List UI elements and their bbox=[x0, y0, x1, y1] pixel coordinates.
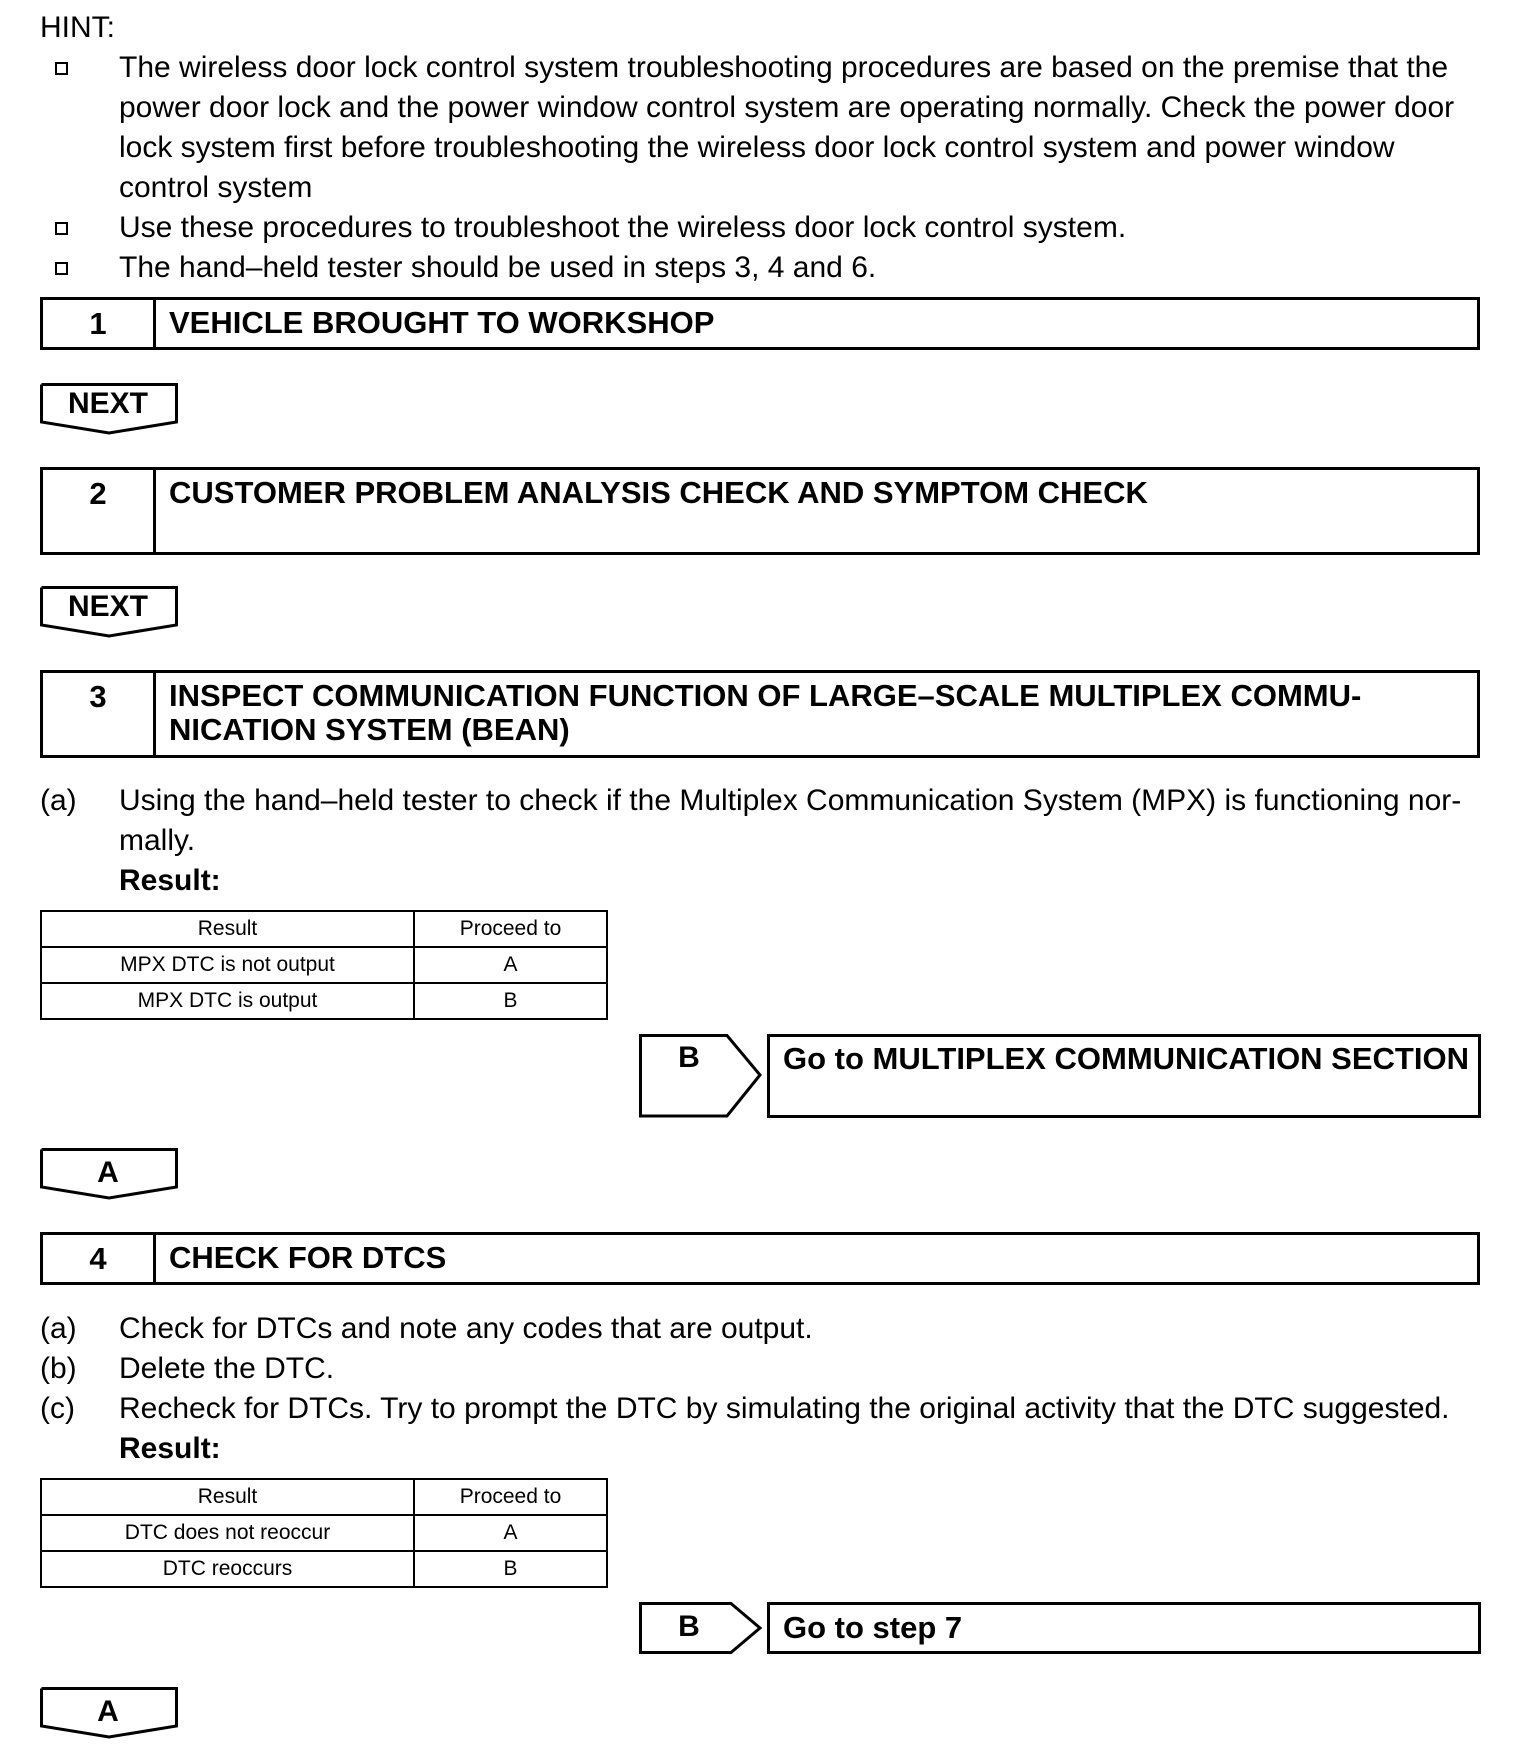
table-header-cell: Result bbox=[41, 911, 414, 947]
step-2-box bbox=[40, 467, 1480, 555]
step-3-branch-a-label: A bbox=[97, 1156, 119, 1189]
step-4-branch-a-label: A bbox=[97, 1695, 119, 1728]
next-tag-2-label: NEXT bbox=[67, 590, 148, 623]
step-4-result-label: Result: bbox=[119, 1432, 221, 1465]
step-3-item-a-label: (a) bbox=[40, 784, 77, 817]
hint-bullet-1-line-4: control system bbox=[119, 171, 313, 204]
table-cell: B bbox=[414, 983, 607, 1019]
step-4-item-c-label: (c) bbox=[40, 1392, 75, 1425]
step-3-title-line-1: INSPECT COMMUNICATION FUNCTION OF LARGE–SCALE MULTIPLEX COMMU- bbox=[169, 678, 1362, 713]
next-tag-1-label: NEXT bbox=[67, 387, 148, 420]
hint-bullet-2-icon bbox=[55, 222, 68, 235]
table-cell: B bbox=[414, 1551, 607, 1587]
hint-bullet-2-line-1: Use these procedures to troubleshoot the wireless door lock control system. bbox=[119, 211, 1127, 244]
step-4-item-b-text: Delete the DTC. bbox=[119, 1352, 335, 1385]
step-3-result-table bbox=[40, 910, 608, 1020]
step-3-result-label: Result: bbox=[119, 864, 221, 897]
table-header-row bbox=[41, 911, 607, 947]
step-4-branch-b-box bbox=[767, 1602, 1481, 1654]
step-1-title: VEHICLE BROUGHT TO WORKSHOP bbox=[169, 305, 715, 340]
table-cell: MPX DTC is not output bbox=[41, 947, 414, 983]
hint-label: HINT: bbox=[40, 11, 115, 44]
hint-bullet-3-icon bbox=[55, 262, 68, 275]
step-4-item-b-label: (b) bbox=[40, 1352, 77, 1385]
step-3-branch-b-text: Go to MULTIPLEX COMMUNICATION SECTION bbox=[783, 1041, 1469, 1076]
step-4-title: CHECK FOR DTCS bbox=[169, 1240, 447, 1275]
hint-bullet-3-line-1: The hand–held tester should be used in steps 3, 4 and 6. bbox=[119, 251, 877, 284]
step-3-number: 3 bbox=[43, 673, 156, 755]
hint-bullet-1-line-3: lock system first before troubleshooting the wireless door lock control system and power window bbox=[119, 131, 1395, 164]
step-3-branch-b-label: B bbox=[678, 1041, 700, 1074]
table-row bbox=[41, 1515, 607, 1551]
table-cell: A bbox=[414, 1515, 607, 1551]
step-3-item-a-line-2: mally. bbox=[119, 824, 196, 857]
step-4-result-table bbox=[40, 1478, 608, 1588]
step-3-branch-a-tag bbox=[40, 1148, 178, 1200]
table-row bbox=[41, 983, 607, 1019]
table-header-cell: Result bbox=[41, 1479, 414, 1515]
step-3-box bbox=[40, 670, 1480, 758]
table-cell: DTC reoccurs bbox=[41, 1551, 414, 1587]
step-1-number: 1 bbox=[43, 300, 156, 347]
hint-bullet-1-line-1: The wireless door lock control system troubleshooting procedures are based on the premise that the bbox=[119, 51, 1449, 84]
table-header-row bbox=[41, 1479, 607, 1515]
step-3-item-a-line-1: Using the hand–held tester to check if the Multiplex Communication System (MPX) is functioning nor- bbox=[119, 784, 1462, 817]
step-4-branch-b-text: Go to step 7 bbox=[783, 1610, 963, 1645]
step-4-branch-b-arrow bbox=[639, 1602, 763, 1654]
step-1-box bbox=[40, 297, 1480, 350]
table-cell: A bbox=[414, 947, 607, 983]
table-cell: MPX DTC is output bbox=[41, 983, 414, 1019]
next-tag-2 bbox=[40, 586, 178, 638]
next-tag-1 bbox=[40, 383, 178, 435]
step-2-title: CUSTOMER PROBLEM ANALYSIS CHECK AND SYMPTOM CHECK bbox=[169, 475, 1148, 510]
step-4-item-c-text: Recheck for DTCs. Try to prompt the DTC by simulating the original activity that the DTC suggested. bbox=[119, 1392, 1450, 1425]
hint-bullet-1-icon bbox=[55, 62, 68, 75]
hint-bullet-1-line-2: power door lock and the power window control system are operating normally. Check the power door bbox=[119, 91, 1455, 124]
step-3-branch-b-box bbox=[767, 1034, 1481, 1118]
step-3-title-line-2: NICATION SYSTEM (BEAN) bbox=[169, 712, 570, 747]
step-4-item-a-label: (a) bbox=[40, 1312, 77, 1345]
step-4-box bbox=[40, 1232, 1480, 1285]
table-row bbox=[41, 947, 607, 983]
table-row bbox=[41, 1551, 607, 1587]
step-4-number: 4 bbox=[43, 1235, 156, 1282]
step-3-branch-b-arrow bbox=[639, 1034, 763, 1118]
step-2-number: 2 bbox=[43, 470, 156, 552]
table-header-cell: Proceed to bbox=[414, 911, 607, 947]
table-header-cell: Proceed to bbox=[414, 1479, 607, 1515]
step-4-branch-a-tag bbox=[40, 1687, 178, 1739]
table-cell: DTC does not reoccur bbox=[41, 1515, 414, 1551]
step-4-item-a-text: Check for DTCs and note any codes that are output. bbox=[119, 1312, 813, 1345]
step-4-branch-b-label: B bbox=[678, 1610, 700, 1643]
